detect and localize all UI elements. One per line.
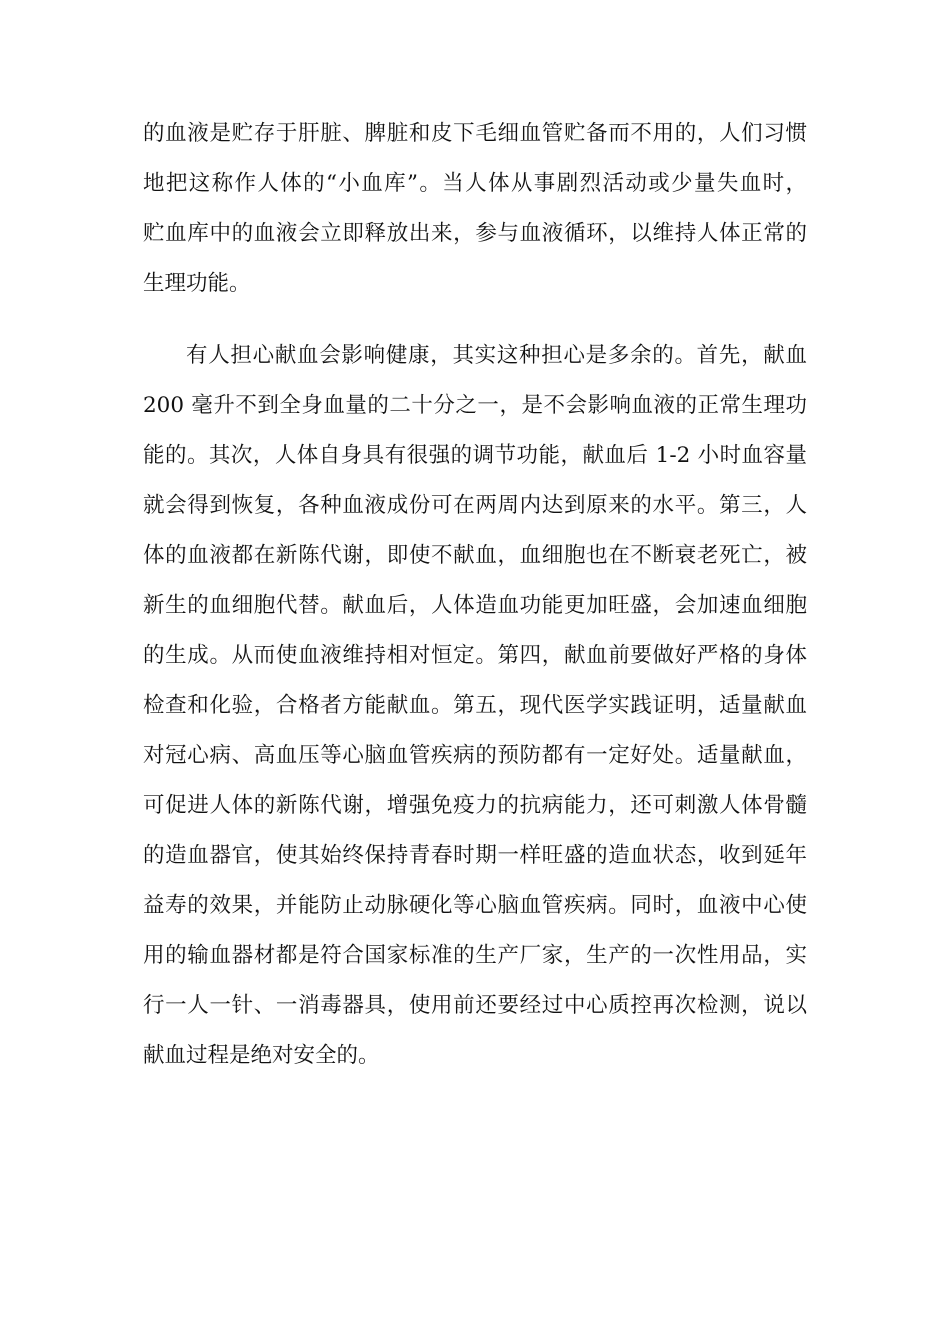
paragraph-2-line-15: 献血过程是绝对安全的。 xyxy=(143,1043,380,1068)
paragraph-2-line-3: 能的。其次，人体自身具有很强的调节功能，献血后 1-2 小时血容量 xyxy=(143,443,807,468)
paragraph-2-line-1: 有人担心献血会影响健康，其实这种担心是多余的。首先，献血 xyxy=(186,343,807,368)
paragraph-2-line-14: 行一人一针、一消毒器具，使用前还要经过中心质控再次检测，说以 xyxy=(143,993,807,1018)
paragraph-2-line-6: 新生的血细胞代替。献血后，人体造血功能更加旺盛，会加速血细胞 xyxy=(143,593,807,618)
paragraph-1-line-3: 贮血库中的血液会立即释放出来，参与血液循环，以维持人体正常的 xyxy=(143,221,807,246)
paragraph-1-line-2: 地把这称作人体的“小血库”。当人体从事剧烈活动或少量失血时， xyxy=(143,171,807,196)
paragraph-2-line-11: 的造血器官，使其始终保持青春时期一样旺盛的造血状态，收到延年 xyxy=(143,843,807,868)
paragraph-1-line-4: 生理功能。 xyxy=(143,271,251,296)
paragraph-1-line-1: 的血液是贮存于肝脏、脾脏和皮下毛细血管贮备而不用的，人们习惯 xyxy=(143,121,807,146)
paragraph-2-line-10: 可促进人体的新陈代谢，增强免疫力的抗病能力，还可刺激人体骨髓 xyxy=(143,793,807,818)
paragraph-2-line-9: 对冠心病、高血压等心脑血管疾病的预防都有一定好处。适量献血， xyxy=(143,743,807,768)
paragraph-2-line-12: 益寿的效果，并能防止动脉硬化等心脑血管疾病。同时，血液中心使 xyxy=(143,893,807,918)
paragraph-2-line-13: 用的输血器材都是符合国家标准的生产厂家，生产的一次性用品，实 xyxy=(143,943,807,968)
paragraph-2-line-2: 200 毫升不到全身血量的二十分之一，是不会影响血液的正常生理功 xyxy=(143,393,807,418)
paragraph-2-line-7: 的生成。从而使血液维持相对恒定。第四，献血前要做好严格的身体 xyxy=(143,643,807,668)
paragraph-2-line-5: 体的血液都在新陈代谢，即使不献血，血细胞也在不断衰老死亡，被 xyxy=(143,543,807,568)
paragraph-2-line-8: 检查和化验，合格者方能献血。第五，现代医学实践证明，适量献血 xyxy=(143,693,807,718)
paragraph-2-line-4: 就会得到恢复，各种血液成份可在两周内达到原来的水平。第三，人 xyxy=(143,493,807,518)
